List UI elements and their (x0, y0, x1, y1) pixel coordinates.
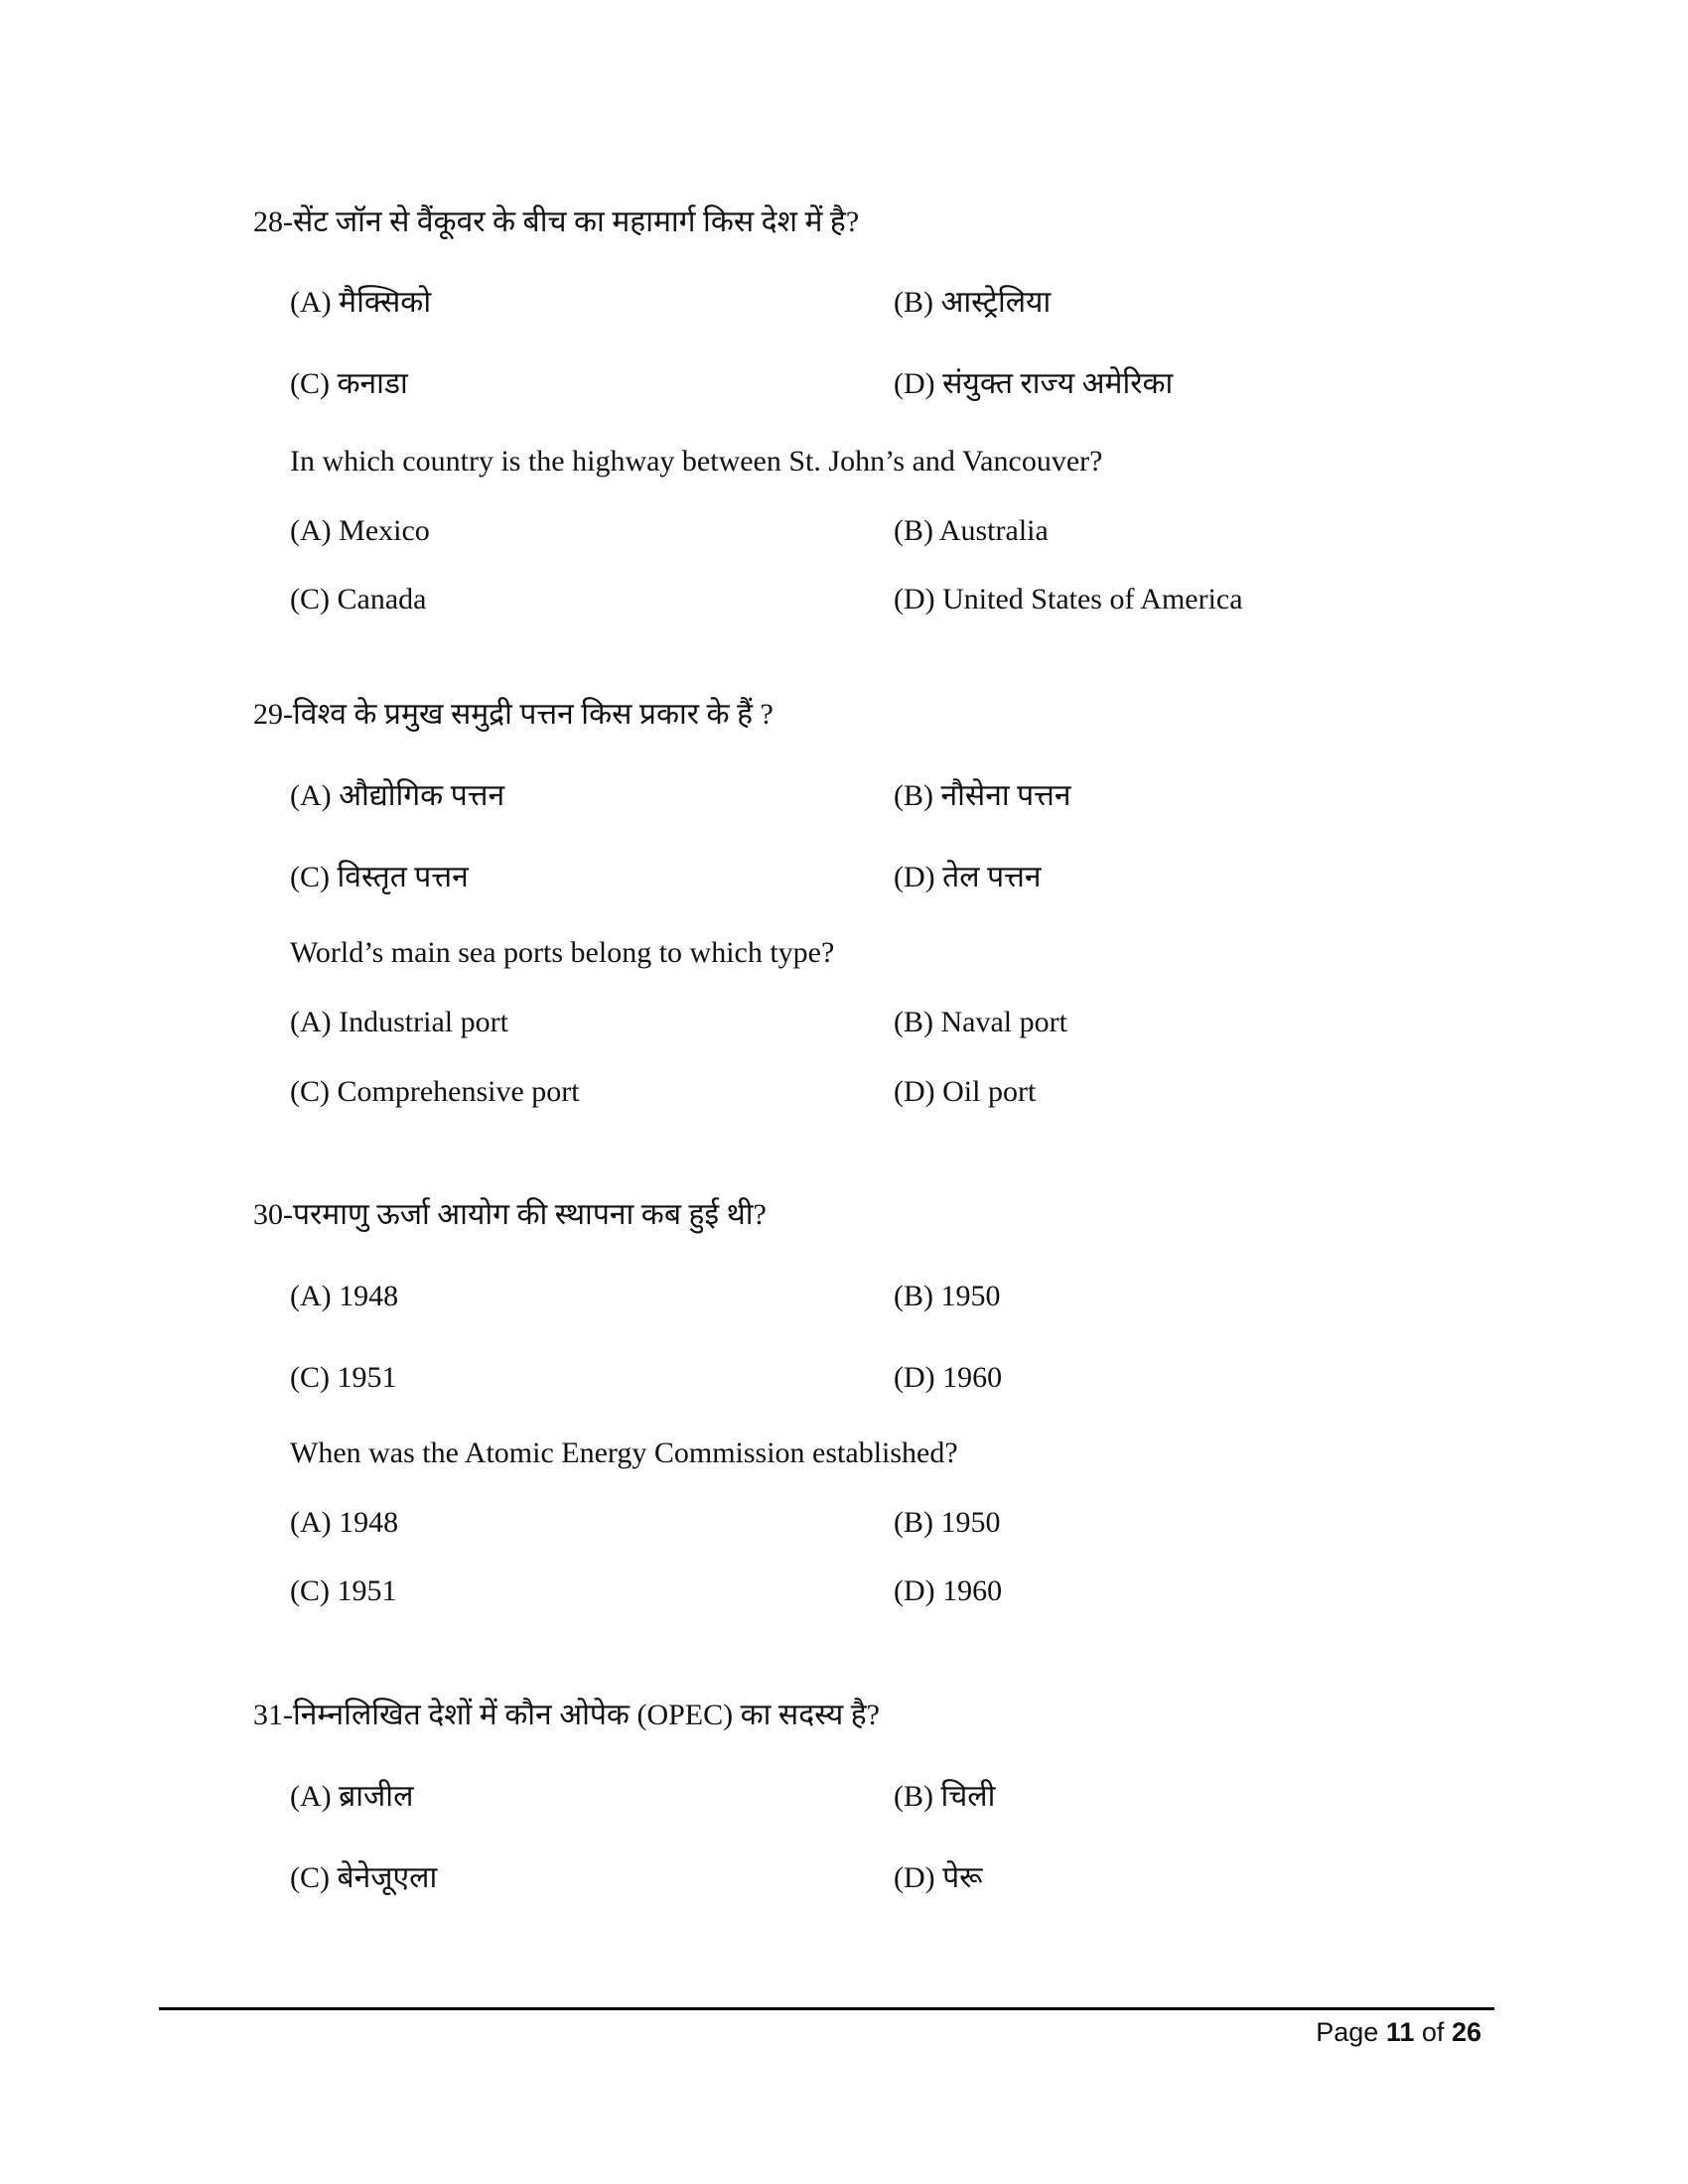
of-word: of (1421, 2017, 1445, 2047)
q28-hi-option-a: (A) मैक्सिको (290, 286, 432, 319)
current-page: 11 (1385, 2017, 1415, 2047)
page-word: Page (1316, 2017, 1379, 2047)
q30-en-option-a: (A) 1948 (290, 1506, 399, 1539)
question-31-hindi: 31-निम्नलिखित देशों में कौन ओपेक (OPEC) का सदस्य है? (253, 1699, 880, 1731)
q30-hi-option-b: (B) 1950 (894, 1280, 1001, 1312)
q28-hi-option-c: (C) कनाडा (290, 367, 408, 400)
total-pages: 26 (1451, 2017, 1481, 2047)
q29-hi-option-d: (D) तेल पत्तन (894, 861, 1042, 893)
q31-hi-option-a: (A) ब्राजील (290, 1780, 414, 1813)
page-number (1316, 2017, 1481, 2048)
q28-en-option-c: (C) Canada (290, 583, 427, 615)
footer-divider (159, 2007, 1494, 2010)
q31-hi-option-d: (D) पेरू (894, 1861, 983, 1894)
q28-en-option-a: (A) Mexico (290, 514, 430, 547)
q28-en-option-d: (D) United States of America (894, 583, 1243, 615)
q31-hi-option-c: (C) बेनेजूएला (290, 1861, 438, 1894)
q29-en-option-d: (D) Oil port (894, 1075, 1037, 1108)
q29-en-option-b: (B) Naval port (894, 1006, 1067, 1038)
q28-hi-option-b: (B) आस्ट्रेलिया (894, 286, 1052, 319)
q30-en-option-d: (D) 1960 (894, 1574, 1003, 1607)
q29-hi-option-a: (A) औद्योगिक पत्तन (290, 779, 505, 812)
q31-hi-option-b: (B) चिली (894, 1780, 996, 1813)
q29-en-option-c: (C) Comprehensive port (290, 1075, 580, 1108)
q28-en-option-b: (B) Australia (894, 514, 1049, 547)
q29-hi-option-b: (B) नौसेना पत्तन (894, 779, 1071, 812)
q30-en-option-b: (B) 1950 (894, 1506, 1001, 1539)
q30-hi-option-c: (C) 1951 (290, 1361, 397, 1394)
q30-hi-option-d: (D) 1960 (894, 1361, 1003, 1394)
question-29-english: World’s main sea ports belong to which type? (290, 936, 835, 969)
q30-hi-option-a: (A) 1948 (290, 1280, 399, 1312)
q29-en-option-a: (A) Industrial port (290, 1006, 508, 1038)
question-28-hindi: 28-सेंट जॉन से वैंकूवर के बीच का महामार्ग किस देश में है? (253, 205, 860, 238)
question-30-english: When was the Atomic Energy Commission established? (290, 1436, 958, 1469)
question-30-hindi: 30-परमाणु ऊर्जा आयोग की स्थापना कब हुई थी? (253, 1198, 767, 1231)
question-28-english: In which country is the highway between St. John’s and Vancouver? (290, 445, 1103, 478)
q29-hi-option-c: (C) विस्तृत पत्तन (290, 861, 469, 893)
question-29-hindi: 29-विश्व के प्रमुख समुद्री पत्तन किस प्रकार के हैं ? (253, 698, 774, 731)
q30-en-option-c: (C) 1951 (290, 1574, 397, 1607)
q28-hi-option-d: (D) संयुक्त राज्य अमेरिका (894, 367, 1174, 400)
